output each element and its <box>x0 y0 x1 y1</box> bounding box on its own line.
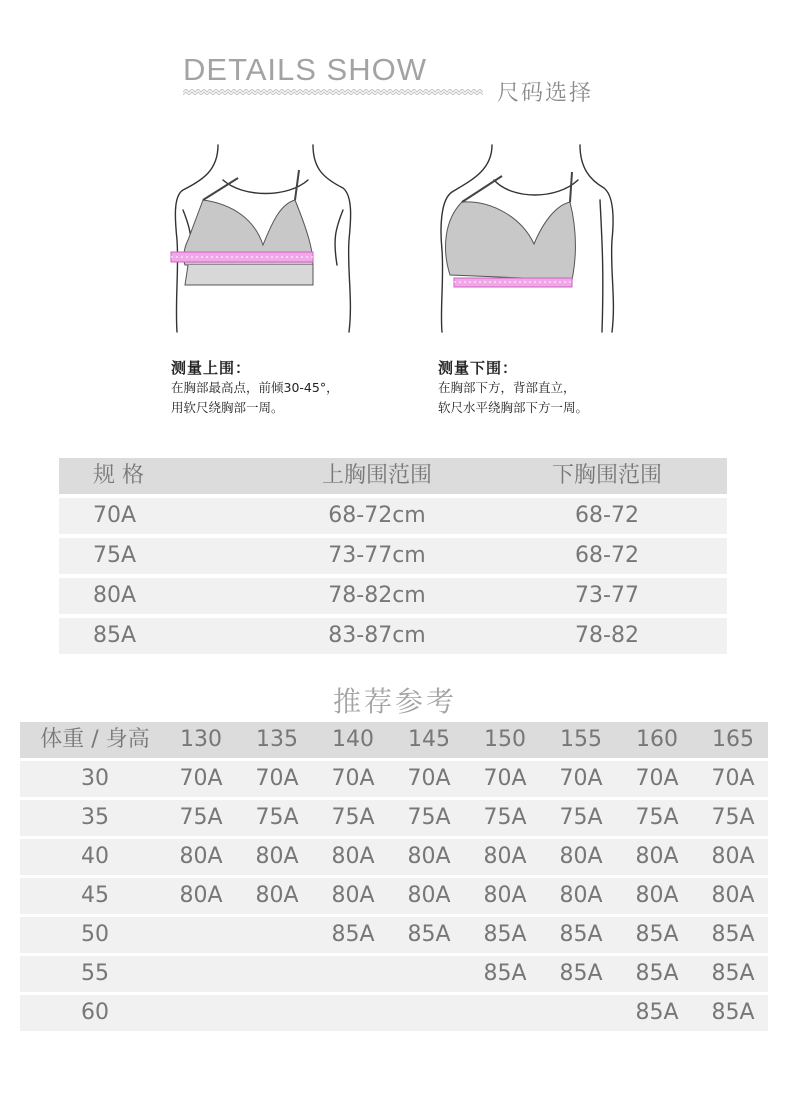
height-header-cell: 165 <box>712 727 754 752</box>
recommended-size-cell: 80A <box>711 883 755 908</box>
upper-bust-cell: 68-72cm <box>328 503 426 528</box>
recommended-size-cell: 75A <box>255 805 299 830</box>
table-row <box>59 578 727 614</box>
height-header-cell: 130 <box>180 727 222 752</box>
recommended-size-cell: 80A <box>483 883 527 908</box>
upper-bust-cell: 78-82cm <box>328 583 426 608</box>
table-row <box>59 538 727 574</box>
recommended-size-cell: 80A <box>255 883 299 908</box>
under-bust-cell: 73-77 <box>575 583 639 608</box>
under-bust-caption-title: 测量下围： <box>438 359 519 377</box>
recommended-size-cell: 70A <box>635 766 679 791</box>
recommended-size-cell: 75A <box>331 805 375 830</box>
size-table-header <box>59 458 727 494</box>
height-header-cell: 155 <box>560 727 602 752</box>
size-table <box>59 458 727 658</box>
recommended-size-cell: 70A <box>559 766 603 791</box>
recommended-size-cell: 85A <box>711 1000 755 1025</box>
recommended-size-cell: 75A <box>635 805 679 830</box>
recommended-size-cell: 85A <box>483 961 527 986</box>
recommended-size-cell: 80A <box>179 844 223 869</box>
recommended-size-cell: 80A <box>179 883 223 908</box>
table-row <box>20 761 768 797</box>
under-bust-caption <box>438 358 588 418</box>
table-row <box>20 956 768 992</box>
recommended-size-cell: 75A <box>179 805 223 830</box>
under-bust-cell: 68-72 <box>575 503 639 528</box>
recommended-size-cell: 80A <box>711 844 755 869</box>
table-row <box>20 800 768 836</box>
table-row <box>20 995 768 1031</box>
recommended-size-cell: 80A <box>407 883 451 908</box>
recommended-size-cell: 80A <box>255 844 299 869</box>
recommended-size-cell: 70A <box>331 766 375 791</box>
recommend-table <box>20 722 768 1034</box>
page-subtitle: 尺码选择 <box>497 81 594 106</box>
weight-cell: 30 <box>81 766 109 791</box>
size-cell: 70A <box>93 503 137 528</box>
recommended-size-cell: 85A <box>331 922 375 947</box>
upper-bust-cell: 73-77cm <box>328 543 426 568</box>
recommended-size-cell: 70A <box>483 766 527 791</box>
recommended-size-cell: 80A <box>559 844 603 869</box>
recommended-size-cell: 80A <box>331 844 375 869</box>
recommended-size-cell: 80A <box>407 844 451 869</box>
under-bust-cell: 78-82 <box>575 623 639 648</box>
header-cell: 下胸围范围 <box>551 463 662 488</box>
weight-cell: 55 <box>81 961 109 986</box>
recommended-size-cell: 75A <box>483 805 527 830</box>
table-row <box>20 839 768 875</box>
measure-under-bust-illustration <box>432 140 632 340</box>
recommended-size-cell: 80A <box>331 883 375 908</box>
under-bust-cell: 68-72 <box>575 543 639 568</box>
recommended-size-cell: 85A <box>711 961 755 986</box>
measure-upper-bust-illustration <box>163 140 363 340</box>
recommended-size-cell: 75A <box>711 805 755 830</box>
weight-cell: 50 <box>81 922 109 947</box>
recommended-size-cell: 70A <box>179 766 223 791</box>
height-header-cell: 140 <box>332 727 374 752</box>
height-header-cell: 150 <box>484 727 526 752</box>
recommended-size-cell: 80A <box>635 844 679 869</box>
recommended-size-cell: 70A <box>255 766 299 791</box>
upper-bust-caption <box>171 358 339 418</box>
recommended-size-cell: 80A <box>635 883 679 908</box>
height-header-cell: 160 <box>636 727 678 752</box>
weight-cell: 60 <box>81 1000 109 1025</box>
recommended-size-cell: 85A <box>559 922 603 947</box>
size-cell: 75A <box>93 543 137 568</box>
weight-cell: 35 <box>81 805 109 830</box>
bra-body <box>446 202 576 280</box>
weight-cell: 40 <box>81 844 109 869</box>
size-cell: 80A <box>93 583 137 608</box>
recommended-size-cell: 85A <box>635 1000 679 1025</box>
recommended-size-cell: 85A <box>635 961 679 986</box>
table-row <box>20 917 768 953</box>
recommended-size-cell: 75A <box>559 805 603 830</box>
height-header-cell: 145 <box>408 727 450 752</box>
table-row <box>59 498 727 534</box>
upper-bust-caption-title: 测量上围： <box>171 359 252 377</box>
height-header-cell: 135 <box>256 727 298 752</box>
recommended-size-cell: 75A <box>407 805 451 830</box>
recommended-size-cell: 85A <box>407 922 451 947</box>
recommended-size-cell: 85A <box>559 961 603 986</box>
upper-bust-caption-line2: 用软尺绕胸部一周。 <box>171 400 284 415</box>
under-bust-caption-line1: 在胸部下方，背部直立， <box>438 380 576 395</box>
header-cell: 上胸围范围 <box>321 463 432 488</box>
recommended-size-cell: 70A <box>711 766 755 791</box>
table-row <box>20 878 768 914</box>
recommended-size-cell: 85A <box>483 922 527 947</box>
recommended-size-cell: 80A <box>559 883 603 908</box>
decorative-zigzag-rule <box>183 89 483 95</box>
weight-cell: 45 <box>81 883 109 908</box>
recommend-title: 推荐参考 <box>332 685 457 718</box>
header-cell: 规 格 <box>93 463 144 488</box>
upper-bust-cell: 83-87cm <box>328 623 426 648</box>
size-cell: 85A <box>93 623 137 648</box>
table-row <box>59 618 727 654</box>
upper-bust-caption-line1: 在胸部最高点，前倾30-45°， <box>171 380 339 395</box>
recommended-size-cell: 80A <box>483 844 527 869</box>
recommended-size-cell: 70A <box>407 766 451 791</box>
recommended-size-cell: 85A <box>635 922 679 947</box>
under-bust-caption-line2: 软尺水平绕胸部下方一周。 <box>438 400 589 415</box>
recommended-size-cell: 85A <box>711 922 755 947</box>
recommend-table-header <box>20 722 768 758</box>
corner-label: 体重 / 身高 <box>40 727 150 752</box>
page-title: DETAILS SHOW <box>183 52 427 87</box>
